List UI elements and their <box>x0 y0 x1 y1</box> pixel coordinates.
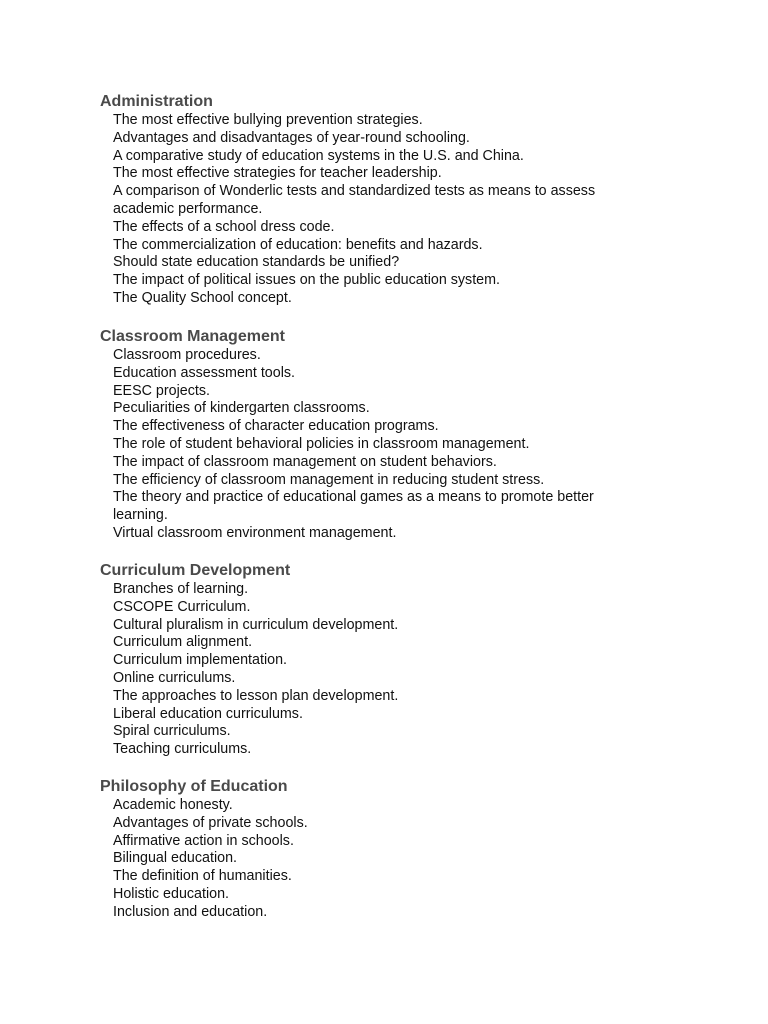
topic-item: Should state education standards be unified? <box>113 254 400 271</box>
topic-item: Holistic education. <box>113 885 230 902</box>
topic-item: Academic honesty. <box>113 797 233 813</box>
topic-item: Classroom procedures. <box>113 347 261 363</box>
topic-list <box>100 581 660 759</box>
topic-item: A comparative study of education systems in the U.S. and China. <box>113 147 524 164</box>
section-heading: Classroom Management <box>100 328 285 345</box>
topic-item: The impact of political issues on the public education system. <box>113 272 501 289</box>
section-heading: Administration <box>100 93 213 110</box>
section-administration <box>100 92 660 308</box>
topic-item: Advantages of private schools. <box>113 814 308 831</box>
topic-item: Education assessment tools. <box>113 364 295 381</box>
topic-item: Teaching curriculums. <box>113 741 252 758</box>
topic-item: The efficiency of classroom management in reducing student stress. <box>113 471 545 488</box>
topic-item: Spiral curriculums. <box>113 723 231 740</box>
topic-item: Virtual classroom environment management. <box>113 524 397 541</box>
topic-item: Inclusion and education. <box>113 903 268 920</box>
topic-item: Advantages and disadvantages of year-round schooling. <box>113 129 470 146</box>
topic-item: Online curriculums. <box>113 669 236 686</box>
topic-item: The effectiveness of character education programs. <box>113 418 439 435</box>
section-classroom-management <box>100 327 660 543</box>
topic-item: The effects of a school dress code. <box>113 218 335 235</box>
topic-item: The most effective strategies for teacher leadership. <box>113 165 442 182</box>
topic-list <box>100 797 660 922</box>
section-heading: Curriculum Development <box>100 562 291 579</box>
topic-list <box>100 347 660 543</box>
section-curriculum-development <box>100 561 660 759</box>
topic-item: EESC projects. <box>113 382 210 399</box>
topic-list <box>100 112 660 308</box>
topic-item: Bilingual education. <box>113 850 237 867</box>
section-heading: Philosophy of Education <box>100 778 288 795</box>
topic-item: The definition of humanities. <box>113 868 292 885</box>
topic-item: Curriculum alignment. <box>113 634 253 651</box>
section-philosophy-of-education <box>100 777 660 922</box>
topic-item: The impact of classroom management on student behaviors. <box>113 453 497 470</box>
topic-item: Branches of learning. <box>113 581 249 597</box>
topic-item: The most effective bullying prevention strategies. <box>113 112 423 128</box>
topic-item: Curriculum implementation. <box>113 652 288 669</box>
topic-item: The commercialization of education: benefits and hazards. <box>113 236 483 253</box>
topic-item: CSCOPE Curriculum. <box>113 598 251 615</box>
topic-item: The theory and practice of educational games as a means to promote better learning. <box>113 489 594 524</box>
topic-item: The approaches to lesson plan development. <box>113 687 399 704</box>
topic-item: A comparison of Wonderlic tests and standardized tests as means to assess academic performance. <box>113 183 596 217</box>
topic-item: The role of student behavioral policies in classroom management. <box>113 435 530 452</box>
topic-item: The Quality School concept. <box>113 289 292 306</box>
topic-item: Affirmative action in schools. <box>113 832 294 849</box>
topic-item: Liberal education curriculums. <box>113 705 303 722</box>
topic-item: Peculiarities of kindergarten classrooms. <box>113 400 370 417</box>
topic-item: Cultural pluralism in curriculum development. <box>113 616 399 633</box>
